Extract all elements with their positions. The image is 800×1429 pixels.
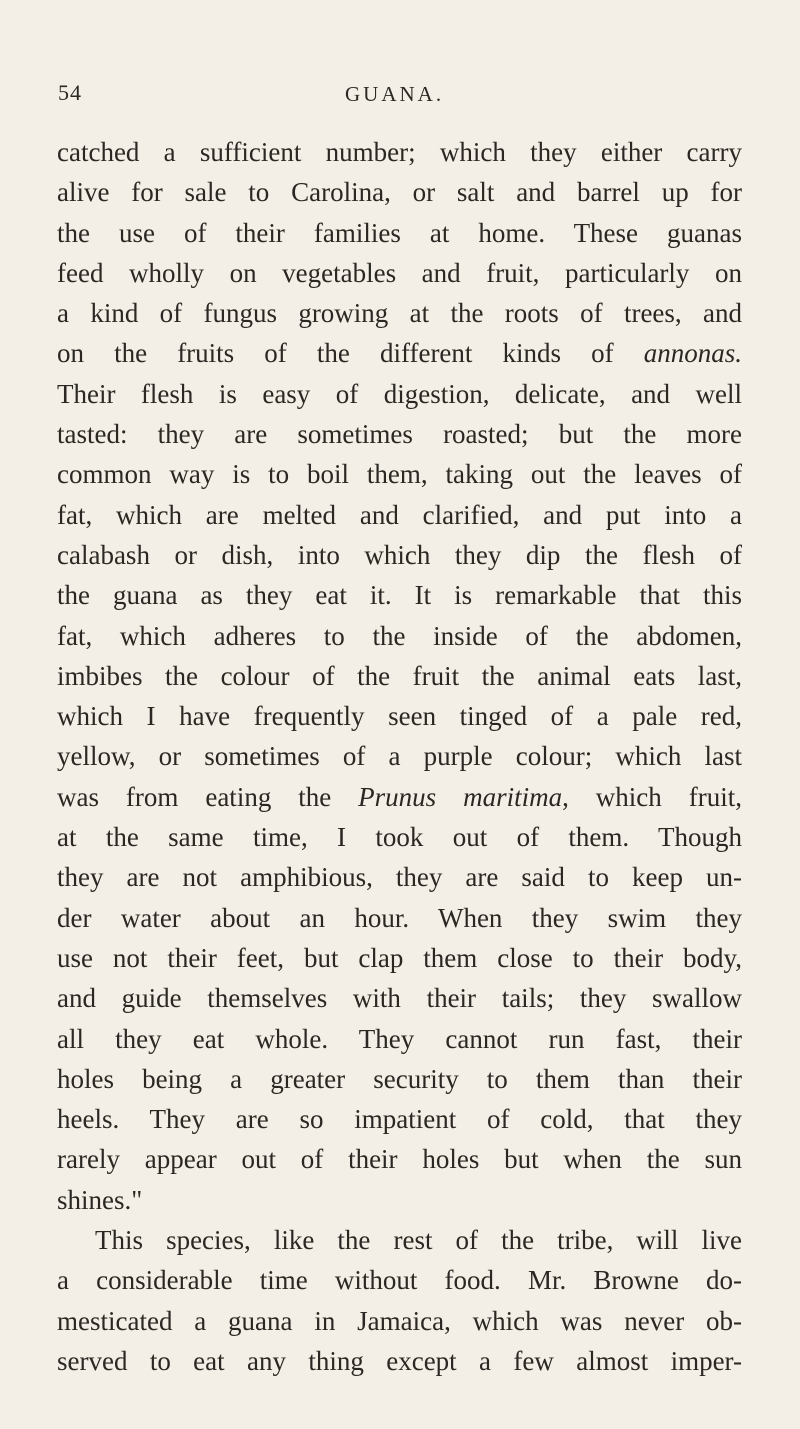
- text-span: feed wholly on vegetables and fruit, particularly on: [57, 257, 742, 288]
- text-span: the guana as they eat it. It is remarkable that this: [57, 580, 742, 611]
- text-line: [57, 656, 742, 696]
- text-line: [57, 817, 742, 857]
- text-span: alive for sale to Carolina, or salt and barrel up for: [57, 177, 742, 208]
- italic-text: annonas.: [643, 338, 742, 369]
- text-span: served to eat any thing except a few almost imper-: [57, 1345, 742, 1376]
- running-head: GUANA.: [345, 82, 445, 106]
- text-span: This species, like the rest of the tribe, will live: [95, 1225, 742, 1256]
- text-span: heels. They are so impatient of cold, that they: [57, 1104, 742, 1135]
- text-span: yellow, or sometimes of a purple colour; which last: [57, 741, 742, 772]
- text-span: which I have frequently seen tinged of a pale red,: [57, 701, 742, 732]
- text-span: fat, which are melted and clarified, and put into a: [57, 499, 742, 530]
- text-span: tasted: they are sometimes roasted; but the more: [57, 419, 742, 450]
- text-span: catched a sufficient number; which they either carry: [57, 137, 742, 167]
- text-line: [57, 132, 742, 172]
- text-line: [57, 938, 742, 978]
- text-span: they are not amphibious, they are said to keep un-: [57, 862, 742, 893]
- text-line: [57, 293, 742, 333]
- text-span: was from eating the: [57, 781, 359, 812]
- text-line: [57, 1341, 742, 1381]
- text-span: rarely appear out of their holes but when the sun: [57, 1144, 742, 1175]
- text-span: the use of their families at home. These guanas: [57, 217, 742, 248]
- text-span: shines.": [57, 1184, 143, 1215]
- text-line: [57, 736, 742, 776]
- text-line: [57, 1059, 742, 1099]
- text-span: Their flesh is easy of digestion, delicate, and well: [57, 378, 742, 409]
- text-line: [57, 1019, 742, 1059]
- text-span: on the fruits of the different kinds of: [57, 338, 644, 369]
- text-span: a considerable time without food. Mr. Browne do-: [57, 1265, 742, 1296]
- text-line: [57, 374, 742, 414]
- text-span: imbibes the colour of the fruit the animal eats last,: [57, 660, 742, 691]
- text-span: fat, which adheres to the inside of the abdomen,: [57, 620, 742, 651]
- text-line: [57, 414, 742, 454]
- text-line: [57, 898, 742, 938]
- body-text: [57, 132, 742, 1381]
- text-line: [57, 1301, 742, 1341]
- text-span: der water about an hour. When they swim they: [57, 902, 742, 933]
- text-line: [57, 454, 742, 494]
- text-span: use not their feet, but clap them close to their body,: [57, 942, 742, 973]
- italic-text: Prunus maritima: [358, 781, 563, 812]
- text-line: [57, 1180, 742, 1220]
- text-line: [57, 777, 742, 817]
- text-span: a kind of fungus growing at the roots of trees, and: [57, 298, 742, 329]
- text-line: [57, 172, 742, 212]
- text-span: mesticated a guana in Jamaica, which was never ob-: [57, 1305, 742, 1336]
- text-line: [57, 857, 742, 897]
- text-line: [57, 333, 742, 373]
- text-span: calabash or dish, into which they dip the flesh of: [57, 539, 742, 570]
- text-line: [57, 696, 742, 736]
- text-line: [57, 495, 742, 535]
- text-line: [57, 213, 742, 253]
- text-span: holes being a greater security to them than their: [57, 1063, 742, 1094]
- text-span: and guide themselves with their tails; they swallow: [57, 983, 742, 1014]
- text-line: [57, 978, 742, 1018]
- text-line: [57, 535, 742, 575]
- text-line: [57, 1139, 742, 1179]
- page-number: 54: [58, 80, 82, 105]
- text-line: [57, 575, 742, 615]
- text-line: [57, 253, 742, 293]
- text-line: [57, 1220, 742, 1260]
- text-span: common way is to boil them, taking out the leaves of: [57, 459, 742, 490]
- text-span: at the same time, I took out of them. Though: [57, 822, 742, 853]
- text-span: , which fruit,: [562, 781, 742, 812]
- text-line: [57, 616, 742, 656]
- text-line: [57, 1260, 742, 1300]
- page-header: [58, 74, 658, 114]
- text-line: [57, 1099, 742, 1139]
- text-span: all they eat whole. They cannot run fast, their: [57, 1023, 742, 1054]
